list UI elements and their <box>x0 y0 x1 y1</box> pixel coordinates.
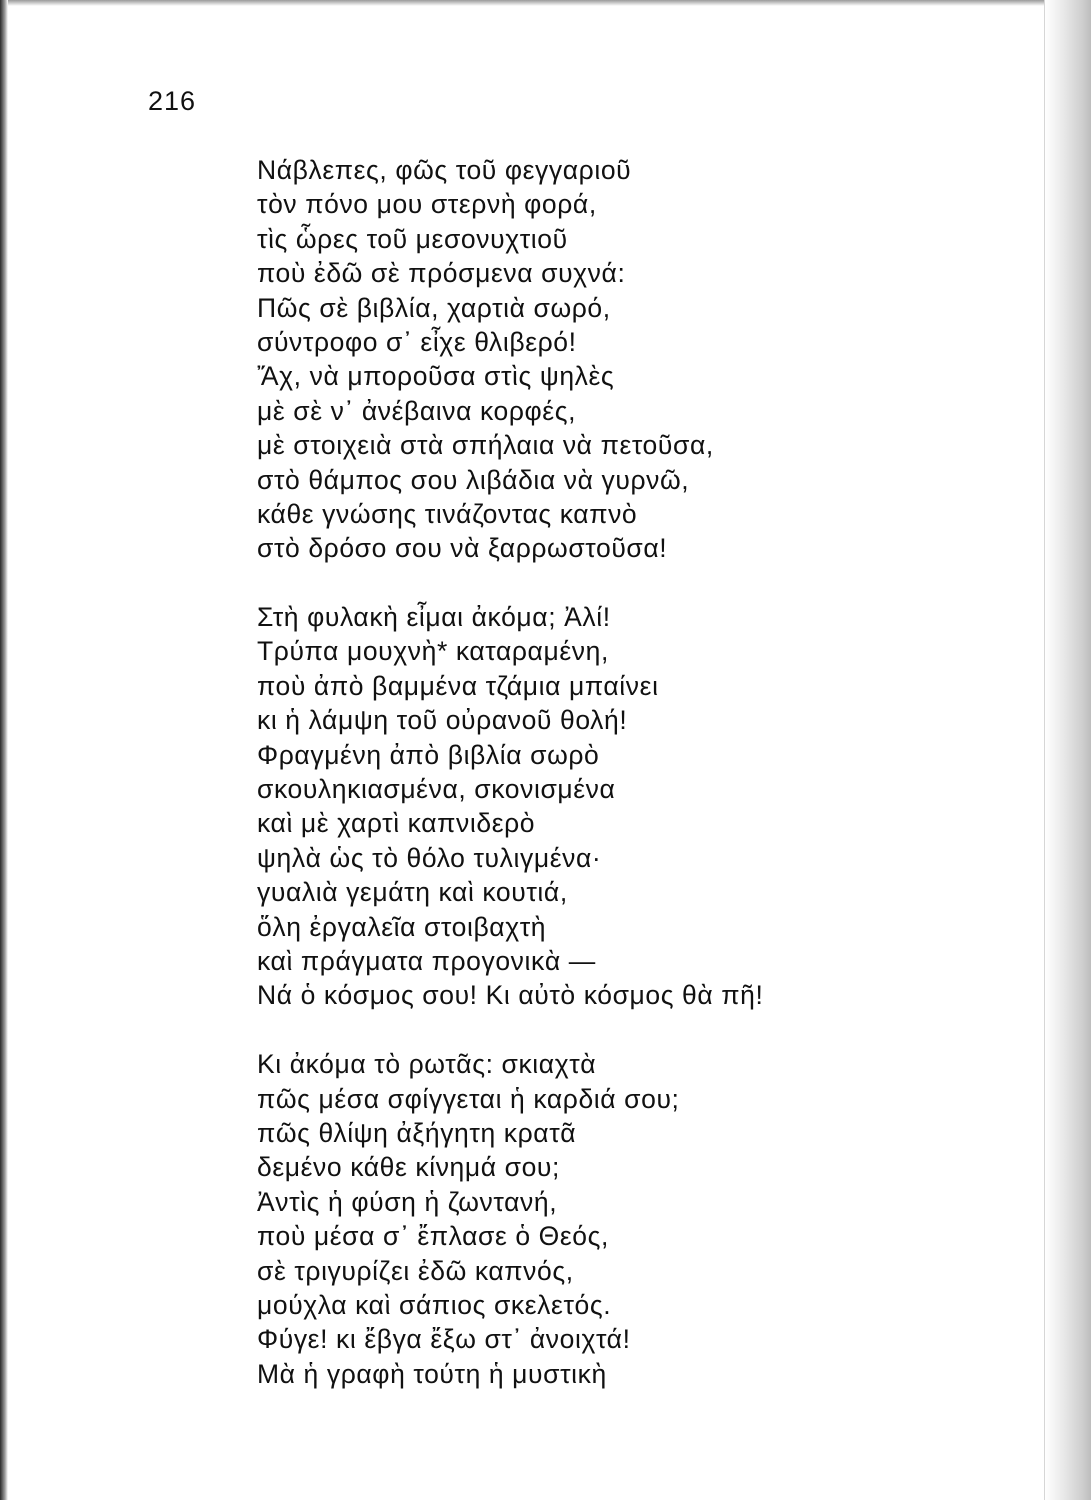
poem-line: στὸ δρόσο σου νὰ ξαρρωστοῦσα! <box>257 533 668 564</box>
poem-line: μὲ στοιχειὰ στὰ σπήλαια νὰ πετοῦσα, <box>257 430 714 461</box>
poem-line: Κι ἀκόμα τὸ ρωτᾶς: σκιαχτὰ <box>257 1049 597 1080</box>
poem-line: Μὰ ἡ γραφὴ τούτη ἡ μυστικὴ <box>257 1358 607 1389</box>
poem-line: πῶς θλίψη ἀξήγητη κρατᾶ <box>257 1117 577 1148</box>
stanza <box>257 600 937 1013</box>
poem-line: σὲ τριγυρίζει ἐδῶ καπνός, <box>257 1255 574 1286</box>
poem-line: ψηλὰ ὡς τὸ θόλο τυλιγμένα· <box>257 842 602 873</box>
poem-line: Νά ὁ κόσμος σου! Κι αὐτὸ κόσμος θὰ πῆ! <box>257 980 764 1011</box>
poem-line: στὸ θάμπος σου λιβάδια νὰ γυρνῶ, <box>257 464 690 495</box>
poem-line: γυαλιὰ γεμάτη καὶ κουτιά, <box>257 877 568 908</box>
binding-edge <box>0 0 8 1500</box>
poem-line: μὲ σὲ ν᾿ ἀνέβαινα κορφές, <box>257 395 577 426</box>
poem-line: τὸν πόνο μου στερνὴ φορά, <box>257 189 597 220</box>
poem-line: Ἀντὶς ἡ φύση ἡ ζωντανή, <box>257 1186 558 1217</box>
poem-line: κάθε γνώσης τινάζοντας καπνὸ <box>257 498 638 529</box>
poem-line: σκουληκιασμένα, σκονισμένα <box>257 774 616 805</box>
poem-line: ποὺ μέσα σ᾿ ἔπλασε ὁ Θεός, <box>257 1221 609 1252</box>
poem-line: καὶ πράγματα προγονικὰ — <box>257 945 596 976</box>
top-page-shadow <box>0 0 1091 6</box>
poem-line: τὶς ὧρες τοῦ μεσονυχτιοῦ <box>257 223 568 254</box>
poem-text <box>257 153 937 1391</box>
poem-line: κι ἡ λάμψη τοῦ οὐρανοῦ θολή! <box>257 705 628 736</box>
poem-line: πῶς μέσα σφίγγεται ἡ καρδιά σου; <box>257 1083 680 1114</box>
poem-line: Ἄχ, νὰ μποροῦσα στὶς ψηλὲς <box>257 361 615 392</box>
poem-line: ποὺ ἐδῶ σὲ πρόσμενα συχνά: <box>257 258 626 289</box>
poem-line: Πῶς σὲ βιβλία, χαρτιὰ σωρό, <box>257 292 611 323</box>
poem-line: Νάβλεπες, φῶς τοῦ φεγγαριοῦ <box>257 155 632 185</box>
poem-line: σύντροφο σ᾿ εἶχε θλιβερό! <box>257 326 577 357</box>
poem-line: ποὺ ἀπὸ βαμμένα τζάμια μπαίνει <box>257 670 659 701</box>
page-number: 216 <box>148 86 197 116</box>
poem-line: Στὴ φυλακὴ εἶμαι ἀκόμα; Ἀλί! <box>257 602 611 633</box>
stanza <box>257 153 937 566</box>
poem-line: Φύγε! κι ἔβγα ἔξω στ᾿ ἀνοιχτά! <box>257 1324 631 1355</box>
poem-line: Τρύπα μουχνὴ* καταραμένη, <box>257 636 609 667</box>
stanza <box>257 1047 937 1391</box>
page-edge-shadow <box>1044 0 1091 1500</box>
poem-line: μούχλα καὶ σάπιος σκελετός. <box>257 1289 612 1320</box>
poem-line: καὶ μὲ χαρτὶ καπνιδερὸ <box>257 808 536 839</box>
poem-line: δεμένο κάθε κίνημά σου; <box>257 1152 560 1183</box>
poem-line: ὅλη ἐργαλεῖα στοιβαχτὴ <box>257 911 547 942</box>
poem-line: Φραγμένη ἀπὸ βιβλία σωρὸ <box>257 739 600 770</box>
